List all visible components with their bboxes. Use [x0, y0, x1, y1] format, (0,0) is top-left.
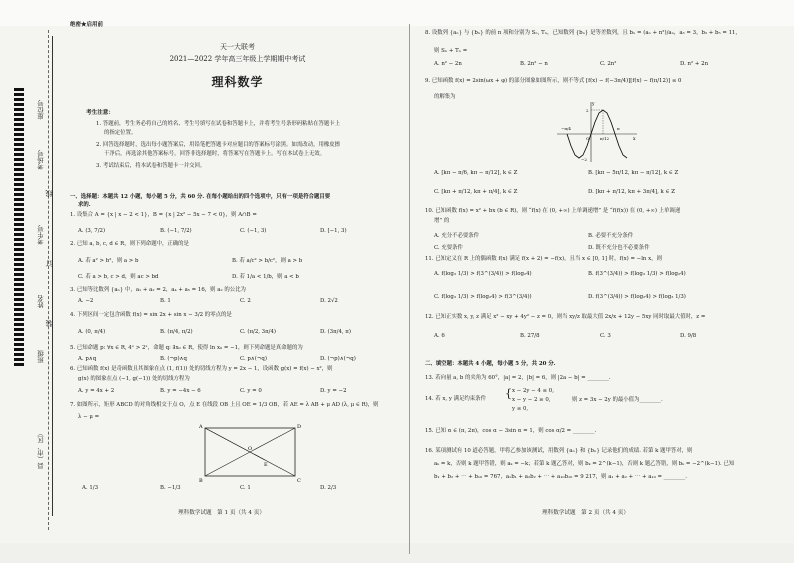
q15-text: 15. 已知 α ∈ (π, 2π)，cos α − 3sin α = 1，则 cos α/2 = ________.	[425, 428, 597, 434]
q2-stem: 2. 已知 a, b, c, d ∈ R，则下列命题中，正确的是	[70, 241, 189, 247]
q6-option-d: D. y = −2	[320, 388, 347, 394]
q10-stem-cont: 增” 的	[434, 218, 450, 224]
q2-option-c: C. 若 a > b, c > d，则 ac > bd	[78, 274, 159, 280]
q2-option-b: B. 若 a/c² > b/c²，则 a > b	[232, 258, 303, 264]
notice-2b: 干净后，再选涂其他答案标号。回答非选择题时，将答案写在答题卡上。写在本试卷上无效。	[104, 151, 326, 157]
label-b: B	[199, 478, 203, 484]
q10-option-b: B. 必要不充分条件	[588, 233, 634, 239]
graph-label-origin: O	[586, 136, 590, 141]
label-e: E	[264, 462, 268, 468]
q1-option-c: C. (−1, 3)	[240, 228, 267, 234]
q12-option-c: C. 3	[600, 333, 611, 339]
q8-option-d: D. n² + 2n	[680, 61, 709, 67]
binding-label-county: 县（市、区）	[37, 430, 45, 469]
q5-option-a: A. p∧q	[78, 356, 97, 362]
constraint-3: y ≤ 0,	[512, 406, 529, 412]
notice-1: 1. 答题前，考生务必将自己的姓名、考生号填写在试卷和答题卡上，并将考生号条形码粘贴在答题卡上	[96, 121, 341, 127]
q9-option-d: D. [kπ + π/12, kπ + 3π/4], k ∈ Z	[588, 189, 675, 195]
graph-label-right: π	[617, 126, 620, 131]
q9-option-b: B. [kπ − 5π/12, kπ − π/12], k ∈ Z	[588, 170, 679, 176]
q14-text: 14. 若 x, y 满足约束条件	[425, 396, 486, 402]
q2-option-d: D. 若 1/a < 1/b，则 a < b	[232, 274, 299, 280]
q8-option-a: A. n² − 2n	[434, 61, 462, 67]
subject-title: 理科数学	[211, 75, 264, 89]
q13-text: 13. 若向量 a, b 的夹角为 60°，|a| = 2，|b| = 6，则 |2a − b| = ________.	[425, 375, 611, 381]
label-d: D	[297, 424, 302, 430]
q12-option-a: A. 6	[434, 333, 445, 339]
top-margin	[0, 0, 794, 26]
q7-option-d: D. 2/3	[320, 485, 337, 491]
q8-stem: 8. 设数列 {aₙ} 与 {bₙ} 的前 n 项和分别为 Sₙ, Tₙ，已知数列 {bₙ} 是等差数列，且 bₙ = (aₙ + n²)/aₙ，a₃ = 3，b₃ + b₅ = 11，	[425, 30, 741, 36]
q7-stem: 7. 如图所示，矩形 ABCD 的对角线相交于点 O，点 E 在线段 OB 上且 OE = 1/3 OB，若 AE = λ AB + μ AD (λ, μ ∈ R)，则	[70, 402, 379, 408]
exam-org: 天一大联考	[220, 43, 255, 51]
q5-option-c: C. p∧(¬q)	[240, 356, 267, 362]
q8-option-c: C. 2n²	[600, 61, 617, 67]
graph-label-two: 2	[586, 108, 589, 113]
graph-label-mid: π/12	[600, 136, 610, 141]
q8-stem-cont: 则 Sₙ + Tₙ =	[434, 48, 468, 54]
q9-stem-cont: 的解集为	[434, 94, 456, 100]
q6-option-c: C. y = 0	[240, 388, 262, 394]
binding-line	[52, 36, 53, 516]
q1-option-d: D. [−1, 3)	[320, 228, 347, 234]
graph-label-y: y	[592, 102, 595, 107]
q8-option-b: B. 2n² − n	[520, 61, 548, 67]
q10-option-a: A. 充分不必要条件	[434, 233, 480, 239]
q5-stem: 5. 已知命题 p: ∀x ∈ R, 4ˣ > 2ˣ，命题 q: ∃x₀ ∈ R，使得 ln x₀ = −1，则下列命题是真命题的为	[70, 345, 303, 351]
cut-mark-bind: 订	[45, 260, 53, 267]
q1-stem: 1. 设集合 A = {x | x − 2 < 1}，B = {x | 2x² − 5x − 7 < 0}，则 A∩B =	[70, 212, 257, 218]
q10-option-c: C. 充要条件	[434, 245, 463, 251]
q3-stem: 3. 已知等比数列 {aₙ} 中，a₁ + a₂ = 2，a₄ + a₅ = 16，则 a₂ 的公比为	[70, 287, 246, 293]
constraint-brace: {	[505, 387, 512, 400]
q4-option-c: C. (π/2, 3π/4)	[240, 329, 276, 335]
section2-title: 二、填空题：本题共 4 小题，每小题 5 分，共 20 分.	[425, 361, 556, 367]
q16-text-3: b₁ + b₂ + ⋯ + b₁₀ = 767，a₁b₁ + a₂b₂ + ⋯ + a₁₀b₁₀ = 9 217，则 a₁ + a₂ + ⋯ + a₁₀ = ________.	[434, 474, 687, 480]
page-divider	[409, 24, 410, 554]
q6-option-a: A. y = 4x + 2	[78, 388, 115, 394]
q4-option-b: B. (π/4, π/2)	[160, 329, 193, 335]
q7-stem-cont: λ − μ =	[78, 414, 100, 420]
binding-label-name: 姓名	[37, 295, 45, 308]
q9-stem: 9. 已知函数 f(x) = 2sin(ωx + φ) 的部分图象如图所示，则不等式 [f(x) − f(−3π/4)][f(x) − f(π/12)] ≤ 0	[425, 78, 682, 84]
q11-option-c: C. f(log₃ 1/3) > f(log₂4) > f(3^(3/4))	[434, 294, 532, 300]
cut-mark-line: 线	[45, 190, 53, 197]
q6-stem: 6. 已知函数 f(x) 是奇函数且其图象在点 (1, f(1)) 处的切线方程为 y = 2x − 1，设函数 g(x) = f(x) − x²，则	[70, 366, 333, 372]
q16-text-1: 16. 某项测试有 10 道必答题，甲将乙参加该测试，用数列 {aₙ} 和 {bₙ} 记录他们的成绩. 若第 k 题甲答对，则	[425, 448, 693, 454]
q4-option-d: D. (3π/4, π)	[320, 329, 351, 335]
q11-option-d: D. f(3^(3/4)) > f(log₂4) > f(log₃ 1/3)	[588, 294, 686, 300]
graph-label-neg-two: −2	[581, 157, 587, 162]
sine-graph	[555, 100, 639, 166]
notice-3: 3. 考试结束后，将本试卷和答题卡一并交回。	[96, 163, 206, 169]
q1-option-b: B. (−1, 7/2)	[160, 228, 192, 234]
label-a: A	[199, 424, 203, 430]
graph-label-left: −π/4	[561, 126, 571, 131]
q3-option-d: D. 2√2	[320, 298, 338, 304]
q9-option-c: C. [kπ + π/12, kπ + π/4], k ∈ Z	[434, 189, 518, 195]
binding-strip	[0, 28, 64, 528]
segment-ae	[205, 428, 265, 460]
q11-option-a: A. f(log₃ 1/3) > f(3^(3/4)) > f(log₂4)	[434, 271, 532, 277]
q16-text-2: aₖ = k，否则 k 题甲答错，则 aₖ = −k；若第 k 题乙答对，则 bₖ = 2^(k−1)，否则 k 题乙答错，则 bₖ = −2^(k−1). 已知	[434, 461, 735, 467]
q3-option-a: A. −2	[78, 298, 94, 304]
q5-option-d: D. (¬p)∧(¬q)	[320, 356, 356, 362]
q12-stem: 12. 已知正实数 x, y, z 满足 x² − xy + 4y² − z = 0，则当 xy/z 取最大值 2x/x + 12y − 5xy 同时取最大值时，z =	[425, 314, 706, 320]
binding-pattern	[14, 88, 24, 368]
q3-option-b: B. 1	[160, 298, 171, 304]
secret-label: 绝密★启用前	[70, 22, 104, 28]
q10-stem: 10. 已知函数 f(x) = x² + bx (b ∈ R)，则 “f(x) 在 (0, +∞) 上单调递增” 是 “f(f(x)) 在 (0, +∞) 上单调递	[425, 208, 681, 214]
cut-line	[48, 30, 49, 530]
q3-option-c: C. 2	[240, 298, 251, 304]
cut-mark-install: 装	[45, 320, 53, 327]
binding-label-candidate: 考生号	[37, 225, 45, 245]
section1-cont: 求的.	[78, 202, 91, 208]
constraint-1: x − 2y − 4 ≤ 0,	[512, 388, 554, 394]
q9-option-a: A. [kπ − π/6, kπ − π/12], k ∈ Z	[434, 170, 518, 176]
label-o: O	[248, 446, 253, 452]
q12-option-b: B. 27/8	[520, 333, 540, 339]
q11-stem: 11. 已知定义在 R 上的偶函数 f(x) 满足 f(x + 2) = −f(x)，且当 x ∈ [0, 1] 时，f(x) = −ln x，则	[425, 256, 662, 262]
q7-option-c: C. 1	[240, 485, 251, 491]
q10-option-d: D. 既不充分也不必要条件	[588, 245, 650, 251]
q11-option-b: B. f(3^(3/4)) > f(log₃ 1/3) > f(log₂4)	[588, 271, 686, 277]
q7-option-b: B. −1/3	[160, 485, 181, 491]
graph-label-x: x	[633, 137, 636, 142]
q7-option-a: A. 1/3	[82, 485, 98, 491]
footer-page-1: 理科数学试题 第 1 页（共 4 页）	[178, 510, 265, 516]
q6-stem-cont: g(x) 的图象在点 (−1, g(−1)) 处的切线方程为	[78, 376, 190, 382]
binding-label-class: 班级	[37, 350, 45, 363]
constraint-2: x − y − 2 ≥ 0,	[512, 397, 551, 403]
footer-page-2: 理科数学试题 第 2 页（共 4 页）	[542, 510, 629, 516]
bottom-margin	[0, 543, 794, 563]
notice-2: 2. 回答选择题时，选出每小题答案后，用铅笔把答题卡对应题目的答案标号涂黑。如需改动，用橡皮擦	[96, 142, 341, 148]
q14-tail: 则 z = 3x − 2y 的最小值为________.	[572, 397, 663, 403]
q2-option-a: A. 若 a² > b²，则 a > b	[78, 258, 139, 264]
q1-option-a: A. (3, 7/2)	[78, 228, 106, 234]
exam-title: 2021—2022 学年高三年级上学期期中考试	[169, 55, 306, 63]
rectangle-figure	[195, 420, 305, 486]
section1-title: 一、选择题：本题共 12 小题，每小题 5 分，共 60 分. 在每小题给出的四个选项中，只有一项是符合题目要	[70, 194, 331, 200]
q12-option-d: D. 9/8	[680, 333, 697, 339]
binding-label-seat: 座位号	[37, 100, 45, 120]
notice-1b: 的指定位置。	[104, 130, 137, 136]
label-c: C	[297, 478, 301, 484]
q4-stem: 4. 下列区间一定包含函数 f(x) = sin 2x + sin x − 3/2 的零点的是	[70, 312, 232, 318]
q6-option-b: B. y = −4x − 6	[160, 388, 201, 394]
binding-label-room: 考场号	[37, 150, 45, 170]
q4-option-a: A. (0, π/4)	[78, 329, 106, 335]
q5-option-b: B. (¬p)∧q	[160, 356, 187, 362]
notice-title: 考生注意：	[86, 110, 114, 116]
